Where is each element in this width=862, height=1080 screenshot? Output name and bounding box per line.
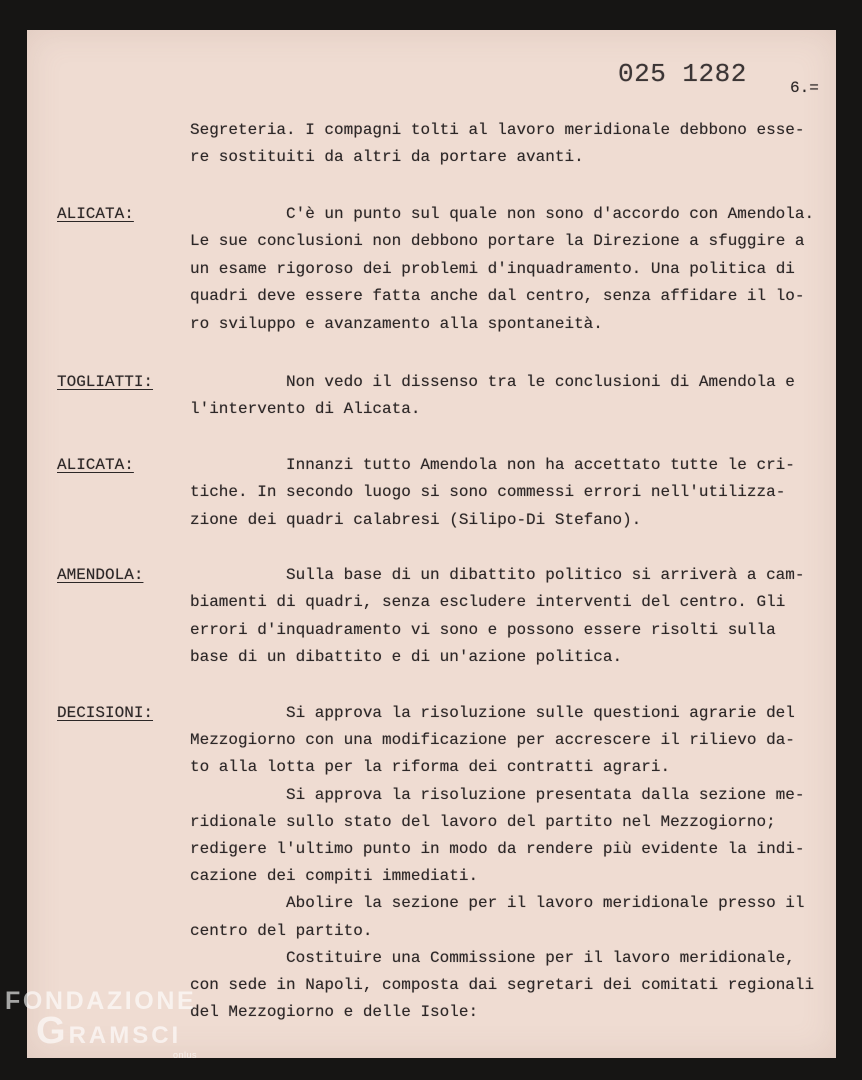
text-line: errori d'inquadramento vi sono e possono essere risolti sulla	[190, 620, 776, 639]
text-line: quadri deve essere fatta anche dal centro, senza affidare il lo-	[190, 287, 805, 306]
text-line: Sulla base di un dibattito politico si arriverà a cam-	[286, 566, 805, 584]
text-line: Costituire una Commissione per il lavoro meridionale,	[286, 948, 795, 967]
decision-paragraph	[190, 890, 830, 944]
text-line: Le sue conclusioni non debbono portare la Direzione a sfuggire a	[190, 232, 805, 251]
text-line: redigere l'ultimo punto in modo da rendere più evidente la indi-	[190, 839, 805, 858]
page-number: 6.=	[790, 79, 819, 97]
decision-paragraph	[190, 700, 830, 782]
text-line: ro sviluppo e avanzamento alla spontaneità.	[190, 314, 603, 333]
intro-paragraph	[190, 117, 830, 172]
text-line: Innanzi tutto Amendola non ha accettato tutte le cri-	[286, 456, 795, 474]
document-page	[27, 30, 836, 1058]
speaker-label: ALICATA:	[57, 456, 134, 474]
text-line: Mezzogiorno con una modificazione per accrescere il rilievo da-	[190, 731, 795, 750]
text-line: l'intervento di Alicata.	[190, 400, 421, 419]
text-line: Si approva la risoluzione presentata dalla sezione me-	[286, 785, 805, 804]
text-line: centro del partito.	[190, 921, 373, 940]
text-line: Non vedo il dissenso tra le conclusioni di Amendola e	[286, 373, 795, 391]
entry-amendola	[57, 562, 830, 672]
entry-togliatti	[57, 369, 830, 424]
text-line: Segreteria. I compagni tolti al lavoro meridionale debbono esse-	[190, 121, 805, 139]
text-line: zione dei quadri calabresi (Silipo-Di Stefano).	[190, 510, 642, 529]
decisions-label: DECISIONI:	[57, 704, 154, 722]
watermark-foundation-text: FONDAZIONE	[5, 987, 197, 1015]
entry-alicata-2	[57, 452, 830, 534]
text-line: biamenti di quadri, senza escludere interventi del centro. Gli	[190, 593, 786, 612]
text-line: to alla lotta per la riforma dei contratti agrari.	[190, 758, 671, 777]
text-line: del Mezzogiorno e delle Isole:	[190, 1003, 479, 1022]
text-line: un esame rigoroso dei problemi d'inquadramento. Una politica di	[190, 259, 795, 278]
entry-alicata-1	[57, 201, 830, 338]
text-line: Abolire la sezione per il lavoro meridionale presso il	[286, 894, 805, 913]
speaker-label: TOGLIATTI:	[57, 373, 154, 391]
decision-paragraph	[190, 945, 830, 1027]
text-line: tiche. In secondo luogo si sono commessi errori nell'utilizza-	[190, 483, 786, 502]
watermark-onlus-text: onlus	[173, 1050, 198, 1060]
archive-number: 025 1282	[618, 59, 747, 89]
text-line: ridionale sullo stato del lavoro del partito nel Mezzogiorno;	[190, 812, 776, 831]
text-line: Si approva la risoluzione sulle questioni agrarie del	[286, 704, 795, 722]
speaker-label: AMENDOLA:	[57, 566, 144, 584]
text-line: re sostituiti da altri da portare avanti.	[190, 148, 584, 167]
text-line: cazione dei compiti immediati.	[190, 867, 479, 886]
speaker-label: ALICATA:	[57, 205, 134, 223]
text-line: con sede in Napoli, composta dai segretari dei comitati regionali	[190, 975, 815, 994]
text-line: C'è un punto sul quale non sono d'accordo con Amendola.	[286, 205, 815, 223]
watermark-gramsci-logo: GRAMSCI	[36, 1010, 182, 1052]
text-line: base di un dibattito e di un'azione politica.	[190, 648, 623, 667]
decision-paragraph	[190, 782, 830, 891]
